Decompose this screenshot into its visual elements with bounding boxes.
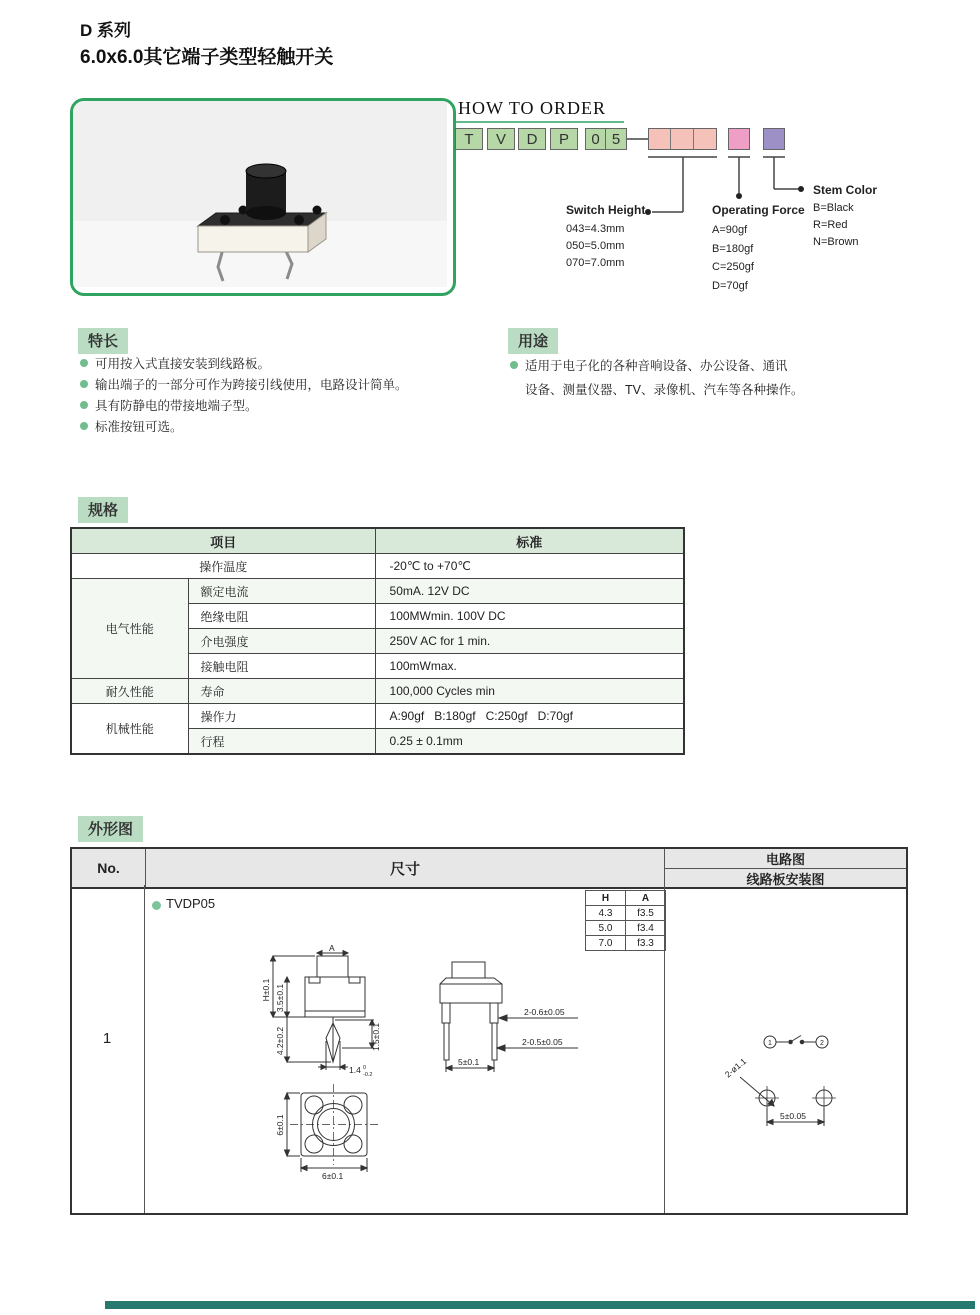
switch-height-options: 043=4.3mm 050=5.0mm 070=7.0mm: [566, 223, 625, 269]
outline-table-header: [72, 849, 906, 889]
bullet-icon: [80, 401, 88, 409]
table-row: 耐久性能 寿命 100,000 Cycles min: [71, 679, 684, 704]
svg-text:6±0.1: 6±0.1: [275, 1114, 285, 1136]
outline-header-right: [665, 849, 906, 887]
svg-text:2-0.6±0.05: 2-0.6±0.05: [524, 1007, 565, 1017]
operating-force-options: A=90gf B=180gf C=250gf D=70gf: [712, 224, 754, 292]
how-to-order-title: HOW TO ORDER: [458, 98, 607, 118]
svg-text:1.4: 1.4: [349, 1065, 361, 1075]
order-code-box-5: 0 5: [585, 128, 627, 150]
svg-text:1: 1: [768, 1040, 772, 1047]
bullet-icon: [80, 422, 88, 430]
svg-text:A: A: [329, 945, 335, 953]
feature-item: 可用按入式直接安装到线路板。: [80, 354, 408, 375]
table-row: 5.0 f3.4: [586, 921, 666, 936]
specs-label: 规格: [78, 497, 128, 523]
feature-item: 标准按钮可选。: [80, 417, 408, 438]
table-row: 行程 0.25 ± 0.1mm: [71, 729, 684, 755]
side-view-drawing: [428, 948, 613, 1078]
table-row: H A: [586, 891, 666, 906]
stem-color-label: Stem Color: [813, 183, 878, 197]
features-list: [80, 354, 408, 438]
spec-table: [70, 527, 685, 755]
part-number: TVDP05: [166, 896, 216, 911]
outline-table-divider: [144, 885, 145, 1213]
circuit-pcb-drawing: [700, 1020, 880, 1140]
svg-text:2-0.5±0.05: 2-0.5±0.05: [522, 1037, 563, 1047]
table-row: 机械性能 操作力 A:90gf B:180gf C:250gf D:70gf: [71, 704, 684, 729]
footer-bar: [105, 1301, 975, 1309]
svg-text:1.5±0.1: 1.5±0.1: [371, 1022, 381, 1052]
front-view-drawing: [252, 945, 437, 1080]
features-label: 特长: [78, 328, 128, 354]
svg-text:H±0.1: H±0.1: [261, 978, 271, 1002]
outline-header-circuit: 电路图: [665, 849, 906, 869]
bullet-icon: [80, 359, 88, 367]
table-row: 接触电阻 100mWmax.: [71, 654, 684, 679]
application-item-cont: 设备、测量仪器、TV、录像机、汽车等各种操作。: [525, 383, 804, 397]
outline-label: 外形图: [78, 816, 143, 842]
product-title: 6.0x6.0其它端子类型轻触开关: [80, 47, 334, 68]
table-row: 介电强度 250V AC for 1 min.: [71, 629, 684, 654]
svg-text:6±0.1: 6±0.1: [322, 1171, 344, 1181]
outline-header-dimensions: 尺寸: [146, 849, 665, 887]
svg-text:-0.2: -0.2: [363, 1072, 373, 1078]
applications-list: [510, 354, 803, 402]
svg-text:5±0.1: 5±0.1: [458, 1057, 480, 1067]
order-code-box-3: D: [518, 128, 546, 150]
table-row: 操作温度 -20℃ to +70℃: [71, 554, 684, 579]
stem-color-options: B=Black R=Red N=Brown: [813, 202, 859, 248]
spec-header-row: [71, 528, 684, 554]
outline-header-pcb: 线路板安装图: [746, 872, 825, 887]
bullet-icon: [152, 901, 161, 910]
operating-force-label: Operating Force: [712, 203, 805, 217]
svg-text:5±0.05: 5±0.05: [780, 1111, 806, 1121]
product-photo-frame: [70, 98, 456, 296]
svg-text:3.5±0.1: 3.5±0.1: [275, 983, 285, 1013]
applications-label: 用途: [508, 328, 558, 354]
svg-text:2-ø1.1: 2-ø1.1: [722, 1056, 749, 1080]
bullet-icon: [510, 361, 518, 369]
series-title: D 系列: [80, 21, 131, 40]
order-code-box-4: P: [550, 128, 578, 150]
table-row: 绝缘电阻 100MWmin. 100V DC: [71, 604, 684, 629]
svg-text:4.2±0.2: 4.2±0.2: [275, 1026, 285, 1056]
product-photo: [73, 101, 447, 287]
table-row: 4.3 f3.5: [586, 906, 666, 921]
svg-text:2: 2: [820, 1040, 824, 1047]
switch-height-label: Switch Height: [566, 203, 646, 217]
feature-item: 具有防静电的带接地端子型。: [80, 396, 408, 417]
bullet-icon: [80, 380, 88, 388]
ha-table: [585, 890, 666, 951]
outline-row-no: 1: [102, 1030, 112, 1047]
table-row: 电气性能 额定电流 50mA. 12V DC: [71, 579, 684, 604]
outline-header-no: No.: [72, 849, 146, 887]
spec-header-item: 项目: [71, 528, 375, 554]
svg-text:0: 0: [363, 1065, 367, 1071]
order-code-box-1: T: [455, 128, 483, 150]
table-row: 7.0 f3.3: [586, 936, 666, 951]
bottom-view-drawing: [262, 1080, 407, 1200]
application-item: 适用于电子化的各种音响设备、办公设备、通讯: [510, 354, 803, 378]
order-code-box-2: V: [487, 128, 515, 150]
spec-header-standard: 标准: [375, 528, 684, 554]
feature-item: 输出端子的一部分可作为跨接引线使用，电路设计简单。: [80, 375, 408, 396]
